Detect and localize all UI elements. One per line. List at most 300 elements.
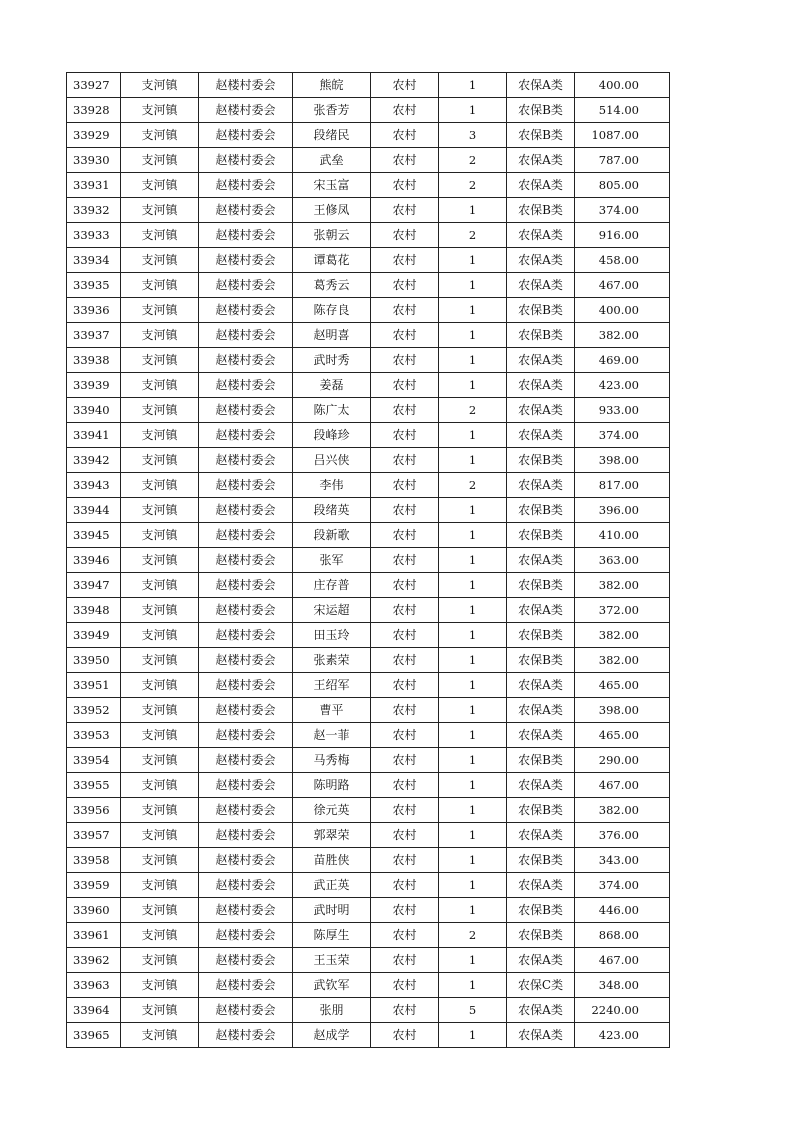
area-type-cell: 农村 xyxy=(371,873,439,898)
record-id-cell: 33930 xyxy=(67,148,121,173)
town-cell: 支河镇 xyxy=(121,798,199,823)
insurance-category-cell: 农保A类 xyxy=(507,148,575,173)
record-id-cell: 33941 xyxy=(67,423,121,448)
town-cell: 支河镇 xyxy=(121,1023,199,1048)
household-count-cell: 1 xyxy=(439,723,507,748)
table-row xyxy=(67,1023,670,1048)
town-cell: 支河镇 xyxy=(121,198,199,223)
insurance-category-cell: 农保A类 xyxy=(507,248,575,273)
insurance-category-cell: 农保B类 xyxy=(507,573,575,598)
village-committee-cell: 赵楼村委会 xyxy=(199,648,293,673)
area-type-cell: 农村 xyxy=(371,973,439,998)
table-row xyxy=(67,298,670,323)
table-row xyxy=(67,773,670,798)
insurance-category-cell: 农保A类 xyxy=(507,1023,575,1048)
insurance-category-cell: 农保A类 xyxy=(507,273,575,298)
table-row xyxy=(67,223,670,248)
village-committee-cell: 赵楼村委会 xyxy=(199,623,293,648)
record-id-cell: 33932 xyxy=(67,198,121,223)
household-count-cell: 1 xyxy=(439,298,507,323)
table-row xyxy=(67,323,670,348)
amount-cell: 398.00 xyxy=(575,698,670,723)
town-cell: 支河镇 xyxy=(121,398,199,423)
amount-cell: 423.00 xyxy=(575,1023,670,1048)
amount-cell: 382.00 xyxy=(575,323,670,348)
person-name-cell: 赵明喜 xyxy=(293,323,371,348)
amount-cell: 465.00 xyxy=(575,673,670,698)
village-committee-cell: 赵楼村委会 xyxy=(199,873,293,898)
town-cell: 支河镇 xyxy=(121,923,199,948)
area-type-cell: 农村 xyxy=(371,573,439,598)
household-count-cell: 1 xyxy=(439,598,507,623)
town-cell: 支河镇 xyxy=(121,823,199,848)
table-row xyxy=(67,348,670,373)
person-name-cell: 赵一菲 xyxy=(293,723,371,748)
table-row xyxy=(67,848,670,873)
insurance-category-cell: 农保B类 xyxy=(507,198,575,223)
amount-cell: 374.00 xyxy=(575,423,670,448)
amount-cell: 2240.00 xyxy=(575,998,670,1023)
table-row xyxy=(67,448,670,473)
amount-cell: 446.00 xyxy=(575,898,670,923)
person-name-cell: 武时秀 xyxy=(293,348,371,373)
household-count-cell: 1 xyxy=(439,273,507,298)
village-committee-cell: 赵楼村委会 xyxy=(199,223,293,248)
village-committee-cell: 赵楼村委会 xyxy=(199,573,293,598)
insurance-category-cell: 农保A类 xyxy=(507,873,575,898)
amount-cell: 469.00 xyxy=(575,348,670,373)
amount-cell: 400.00 xyxy=(575,298,670,323)
village-committee-cell: 赵楼村委会 xyxy=(199,448,293,473)
amount-cell: 868.00 xyxy=(575,923,670,948)
record-id-cell: 33928 xyxy=(67,98,121,123)
area-type-cell: 农村 xyxy=(371,148,439,173)
person-name-cell: 苗胜侠 xyxy=(293,848,371,873)
household-count-cell: 1 xyxy=(439,648,507,673)
household-count-cell: 1 xyxy=(439,673,507,698)
area-type-cell: 农村 xyxy=(371,248,439,273)
village-committee-cell: 赵楼村委会 xyxy=(199,748,293,773)
town-cell: 支河镇 xyxy=(121,348,199,373)
amount-cell: 787.00 xyxy=(575,148,670,173)
household-count-cell: 1 xyxy=(439,548,507,573)
area-type-cell: 农村 xyxy=(371,548,439,573)
record-id-cell: 33955 xyxy=(67,773,121,798)
household-count-cell: 2 xyxy=(439,148,507,173)
town-cell: 支河镇 xyxy=(121,973,199,998)
town-cell: 支河镇 xyxy=(121,448,199,473)
insurance-category-cell: 农保B类 xyxy=(507,898,575,923)
amount-cell: 374.00 xyxy=(575,873,670,898)
household-count-cell: 1 xyxy=(439,523,507,548)
household-count-cell: 1 xyxy=(439,748,507,773)
person-name-cell: 姜磊 xyxy=(293,373,371,398)
person-name-cell: 王修凤 xyxy=(293,198,371,223)
table-row xyxy=(67,373,670,398)
village-committee-cell: 赵楼村委会 xyxy=(199,798,293,823)
area-type-cell: 农村 xyxy=(371,523,439,548)
person-name-cell: 谭葛花 xyxy=(293,248,371,273)
person-name-cell: 庄存普 xyxy=(293,573,371,598)
household-count-cell: 1 xyxy=(439,1023,507,1048)
household-count-cell: 1 xyxy=(439,498,507,523)
village-committee-cell: 赵楼村委会 xyxy=(199,973,293,998)
town-cell: 支河镇 xyxy=(121,873,199,898)
table-row xyxy=(67,673,670,698)
town-cell: 支河镇 xyxy=(121,573,199,598)
amount-cell: 467.00 xyxy=(575,773,670,798)
household-count-cell: 1 xyxy=(439,848,507,873)
area-type-cell: 农村 xyxy=(371,473,439,498)
area-type-cell: 农村 xyxy=(371,898,439,923)
record-id-cell: 33945 xyxy=(67,523,121,548)
record-id-cell: 33942 xyxy=(67,448,121,473)
person-name-cell: 葛秀云 xyxy=(293,273,371,298)
record-id-cell: 33949 xyxy=(67,623,121,648)
insurance-category-cell: 农保A类 xyxy=(507,348,575,373)
town-cell: 支河镇 xyxy=(121,748,199,773)
amount-cell: 398.00 xyxy=(575,448,670,473)
amount-cell: 348.00 xyxy=(575,973,670,998)
table-row xyxy=(67,598,670,623)
person-name-cell: 熊皖 xyxy=(293,73,371,98)
village-committee-cell: 赵楼村委会 xyxy=(199,998,293,1023)
town-cell: 支河镇 xyxy=(121,223,199,248)
amount-cell: 1087.00 xyxy=(575,123,670,148)
record-id-cell: 33962 xyxy=(67,948,121,973)
town-cell: 支河镇 xyxy=(121,898,199,923)
insurance-category-cell: 农保A类 xyxy=(507,473,575,498)
town-cell: 支河镇 xyxy=(121,373,199,398)
insurance-category-cell: 农保B类 xyxy=(507,848,575,873)
person-name-cell: 武垒 xyxy=(293,148,371,173)
insurance-category-cell: 农保B类 xyxy=(507,923,575,948)
record-id-cell: 33933 xyxy=(67,223,121,248)
village-committee-cell: 赵楼村委会 xyxy=(199,73,293,98)
record-id-cell: 33939 xyxy=(67,373,121,398)
insurance-category-cell: 农保A类 xyxy=(507,773,575,798)
record-id-cell: 33959 xyxy=(67,873,121,898)
amount-cell: 514.00 xyxy=(575,98,670,123)
area-type-cell: 农村 xyxy=(371,423,439,448)
person-name-cell: 张朋 xyxy=(293,998,371,1023)
insurance-category-cell: 农保A类 xyxy=(507,73,575,98)
insurance-category-cell: 农保A类 xyxy=(507,673,575,698)
table-row xyxy=(67,823,670,848)
amount-cell: 363.00 xyxy=(575,548,670,573)
area-type-cell: 农村 xyxy=(371,323,439,348)
table-row xyxy=(67,623,670,648)
household-count-cell: 3 xyxy=(439,123,507,148)
insurance-category-cell: 农保B类 xyxy=(507,623,575,648)
record-id-cell: 33950 xyxy=(67,648,121,673)
record-id-cell: 33963 xyxy=(67,973,121,998)
person-name-cell: 宋运超 xyxy=(293,598,371,623)
household-count-cell: 1 xyxy=(439,198,507,223)
insurance-category-cell: 农保A类 xyxy=(507,998,575,1023)
area-type-cell: 农村 xyxy=(371,173,439,198)
area-type-cell: 农村 xyxy=(371,398,439,423)
record-id-cell: 33935 xyxy=(67,273,121,298)
insurance-category-cell: 农保A类 xyxy=(507,598,575,623)
area-type-cell: 农村 xyxy=(371,623,439,648)
town-cell: 支河镇 xyxy=(121,723,199,748)
table-row xyxy=(67,148,670,173)
household-count-cell: 1 xyxy=(439,98,507,123)
town-cell: 支河镇 xyxy=(121,698,199,723)
person-name-cell: 曹平 xyxy=(293,698,371,723)
amount-cell: 410.00 xyxy=(575,523,670,548)
area-type-cell: 农村 xyxy=(371,848,439,873)
record-id-cell: 33929 xyxy=(67,123,121,148)
table-row xyxy=(67,798,670,823)
record-id-cell: 33948 xyxy=(67,598,121,623)
household-count-cell: 1 xyxy=(439,823,507,848)
amount-cell: 382.00 xyxy=(575,573,670,598)
amount-cell: 458.00 xyxy=(575,248,670,273)
amount-cell: 805.00 xyxy=(575,173,670,198)
record-id-cell: 33953 xyxy=(67,723,121,748)
area-type-cell: 农村 xyxy=(371,98,439,123)
insurance-category-cell: 农保A类 xyxy=(507,373,575,398)
table-row xyxy=(67,273,670,298)
insurance-category-cell: 农保B类 xyxy=(507,98,575,123)
amount-cell: 290.00 xyxy=(575,748,670,773)
town-cell: 支河镇 xyxy=(121,648,199,673)
record-id-cell: 33944 xyxy=(67,498,121,523)
area-type-cell: 农村 xyxy=(371,373,439,398)
village-committee-cell: 赵楼村委会 xyxy=(199,523,293,548)
record-id-cell: 33954 xyxy=(67,748,121,773)
table-row xyxy=(67,973,670,998)
village-committee-cell: 赵楼村委会 xyxy=(199,198,293,223)
table-row xyxy=(67,123,670,148)
record-id-cell: 33961 xyxy=(67,923,121,948)
household-count-cell: 1 xyxy=(439,373,507,398)
area-type-cell: 农村 xyxy=(371,1023,439,1048)
insurance-category-cell: 农保B类 xyxy=(507,523,575,548)
insurance-category-cell: 农保A类 xyxy=(507,823,575,848)
table-row xyxy=(67,998,670,1023)
record-id-cell: 33936 xyxy=(67,298,121,323)
record-id-cell: 33946 xyxy=(67,548,121,573)
record-id-cell: 33951 xyxy=(67,673,121,698)
insurance-category-cell: 农保A类 xyxy=(507,398,575,423)
record-id-cell: 33965 xyxy=(67,1023,121,1048)
beneficiary-table xyxy=(66,72,670,1048)
table-row xyxy=(67,923,670,948)
insurance-category-cell: 农保B类 xyxy=(507,748,575,773)
village-committee-cell: 赵楼村委会 xyxy=(199,848,293,873)
area-type-cell: 农村 xyxy=(371,823,439,848)
area-type-cell: 农村 xyxy=(371,223,439,248)
town-cell: 支河镇 xyxy=(121,148,199,173)
amount-cell: 396.00 xyxy=(575,498,670,523)
village-committee-cell: 赵楼村委会 xyxy=(199,348,293,373)
insurance-category-cell: 农保B类 xyxy=(507,648,575,673)
insurance-category-cell: 农保B类 xyxy=(507,448,575,473)
town-cell: 支河镇 xyxy=(121,523,199,548)
town-cell: 支河镇 xyxy=(121,673,199,698)
record-id-cell: 33940 xyxy=(67,398,121,423)
table-row xyxy=(67,423,670,448)
table-row xyxy=(67,98,670,123)
town-cell: 支河镇 xyxy=(121,298,199,323)
area-type-cell: 农村 xyxy=(371,798,439,823)
village-committee-cell: 赵楼村委会 xyxy=(199,498,293,523)
person-name-cell: 宋玉富 xyxy=(293,173,371,198)
table-row xyxy=(67,573,670,598)
record-id-cell: 33957 xyxy=(67,823,121,848)
village-committee-cell: 赵楼村委会 xyxy=(199,423,293,448)
village-committee-cell: 赵楼村委会 xyxy=(199,698,293,723)
table-row xyxy=(67,898,670,923)
table-row xyxy=(67,498,670,523)
village-committee-cell: 赵楼村委会 xyxy=(199,948,293,973)
area-type-cell: 农村 xyxy=(371,748,439,773)
person-name-cell: 陈厚生 xyxy=(293,923,371,948)
village-committee-cell: 赵楼村委会 xyxy=(199,548,293,573)
area-type-cell: 农村 xyxy=(371,773,439,798)
village-committee-cell: 赵楼村委会 xyxy=(199,273,293,298)
household-count-cell: 1 xyxy=(439,348,507,373)
person-name-cell: 王绍军 xyxy=(293,673,371,698)
household-count-cell: 1 xyxy=(439,573,507,598)
insurance-category-cell: 农保A类 xyxy=(507,948,575,973)
insurance-category-cell: 农保B类 xyxy=(507,498,575,523)
record-id-cell: 33938 xyxy=(67,348,121,373)
area-type-cell: 农村 xyxy=(371,448,439,473)
table-row xyxy=(67,698,670,723)
record-id-cell: 33956 xyxy=(67,798,121,823)
table-body xyxy=(67,73,670,1048)
town-cell: 支河镇 xyxy=(121,273,199,298)
insurance-category-cell: 农保A类 xyxy=(507,173,575,198)
person-name-cell: 张军 xyxy=(293,548,371,573)
household-count-cell: 1 xyxy=(439,323,507,348)
area-type-cell: 农村 xyxy=(371,123,439,148)
town-cell: 支河镇 xyxy=(121,848,199,873)
table-row xyxy=(67,198,670,223)
household-count-cell: 1 xyxy=(439,798,507,823)
insurance-category-cell: 农保B类 xyxy=(507,298,575,323)
household-count-cell: 2 xyxy=(439,473,507,498)
person-name-cell: 王玉荣 xyxy=(293,948,371,973)
amount-cell: 343.00 xyxy=(575,848,670,873)
table-row xyxy=(67,398,670,423)
household-count-cell: 1 xyxy=(439,948,507,973)
area-type-cell: 农村 xyxy=(371,948,439,973)
table-row xyxy=(67,73,670,98)
person-name-cell: 武钦军 xyxy=(293,973,371,998)
household-count-cell: 1 xyxy=(439,248,507,273)
household-count-cell: 1 xyxy=(439,73,507,98)
village-committee-cell: 赵楼村委会 xyxy=(199,248,293,273)
amount-cell: 916.00 xyxy=(575,223,670,248)
household-count-cell: 1 xyxy=(439,873,507,898)
amount-cell: 423.00 xyxy=(575,373,670,398)
area-type-cell: 农村 xyxy=(371,298,439,323)
record-id-cell: 33947 xyxy=(67,573,121,598)
area-type-cell: 农村 xyxy=(371,648,439,673)
record-id-cell: 33960 xyxy=(67,898,121,923)
village-committee-cell: 赵楼村委会 xyxy=(199,173,293,198)
person-name-cell: 马秀梅 xyxy=(293,748,371,773)
area-type-cell: 农村 xyxy=(371,998,439,1023)
table-row xyxy=(67,648,670,673)
household-count-cell: 1 xyxy=(439,698,507,723)
amount-cell: 376.00 xyxy=(575,823,670,848)
table-row xyxy=(67,523,670,548)
village-committee-cell: 赵楼村委会 xyxy=(199,373,293,398)
amount-cell: 817.00 xyxy=(575,473,670,498)
table-row xyxy=(67,748,670,773)
person-name-cell: 张香芳 xyxy=(293,98,371,123)
insurance-category-cell: 农保A类 xyxy=(507,548,575,573)
town-cell: 支河镇 xyxy=(121,423,199,448)
town-cell: 支河镇 xyxy=(121,73,199,98)
record-id-cell: 33937 xyxy=(67,323,121,348)
amount-cell: 467.00 xyxy=(575,948,670,973)
record-id-cell: 33958 xyxy=(67,848,121,873)
household-count-cell: 2 xyxy=(439,223,507,248)
area-type-cell: 农村 xyxy=(371,348,439,373)
area-type-cell: 农村 xyxy=(371,498,439,523)
town-cell: 支河镇 xyxy=(121,248,199,273)
amount-cell: 382.00 xyxy=(575,623,670,648)
record-id-cell: 33931 xyxy=(67,173,121,198)
insurance-category-cell: 农保A类 xyxy=(507,698,575,723)
record-id-cell: 33952 xyxy=(67,698,121,723)
person-name-cell: 张素荣 xyxy=(293,648,371,673)
person-name-cell: 陈存良 xyxy=(293,298,371,323)
town-cell: 支河镇 xyxy=(121,773,199,798)
household-count-cell: 5 xyxy=(439,998,507,1023)
town-cell: 支河镇 xyxy=(121,998,199,1023)
town-cell: 支河镇 xyxy=(121,598,199,623)
person-name-cell: 吕兴侠 xyxy=(293,448,371,473)
table-row xyxy=(67,473,670,498)
amount-cell: 933.00 xyxy=(575,398,670,423)
amount-cell: 465.00 xyxy=(575,723,670,748)
insurance-category-cell: 农保A类 xyxy=(507,723,575,748)
amount-cell: 400.00 xyxy=(575,73,670,98)
household-count-cell: 1 xyxy=(439,623,507,648)
town-cell: 支河镇 xyxy=(121,498,199,523)
village-committee-cell: 赵楼村委会 xyxy=(199,923,293,948)
amount-cell: 374.00 xyxy=(575,198,670,223)
village-committee-cell: 赵楼村委会 xyxy=(199,148,293,173)
person-name-cell: 陈广太 xyxy=(293,398,371,423)
town-cell: 支河镇 xyxy=(121,548,199,573)
person-name-cell: 段绪英 xyxy=(293,498,371,523)
village-committee-cell: 赵楼村委会 xyxy=(199,298,293,323)
household-count-cell: 2 xyxy=(439,173,507,198)
household-count-cell: 1 xyxy=(439,973,507,998)
amount-cell: 467.00 xyxy=(575,273,670,298)
table-row xyxy=(67,548,670,573)
town-cell: 支河镇 xyxy=(121,948,199,973)
person-name-cell: 张朝云 xyxy=(293,223,371,248)
household-count-cell: 1 xyxy=(439,773,507,798)
town-cell: 支河镇 xyxy=(121,173,199,198)
record-id-cell: 33934 xyxy=(67,248,121,273)
insurance-category-cell: 农保C类 xyxy=(507,973,575,998)
village-committee-cell: 赵楼村委会 xyxy=(199,323,293,348)
village-committee-cell: 赵楼村委会 xyxy=(199,773,293,798)
table-row xyxy=(67,873,670,898)
area-type-cell: 农村 xyxy=(371,273,439,298)
